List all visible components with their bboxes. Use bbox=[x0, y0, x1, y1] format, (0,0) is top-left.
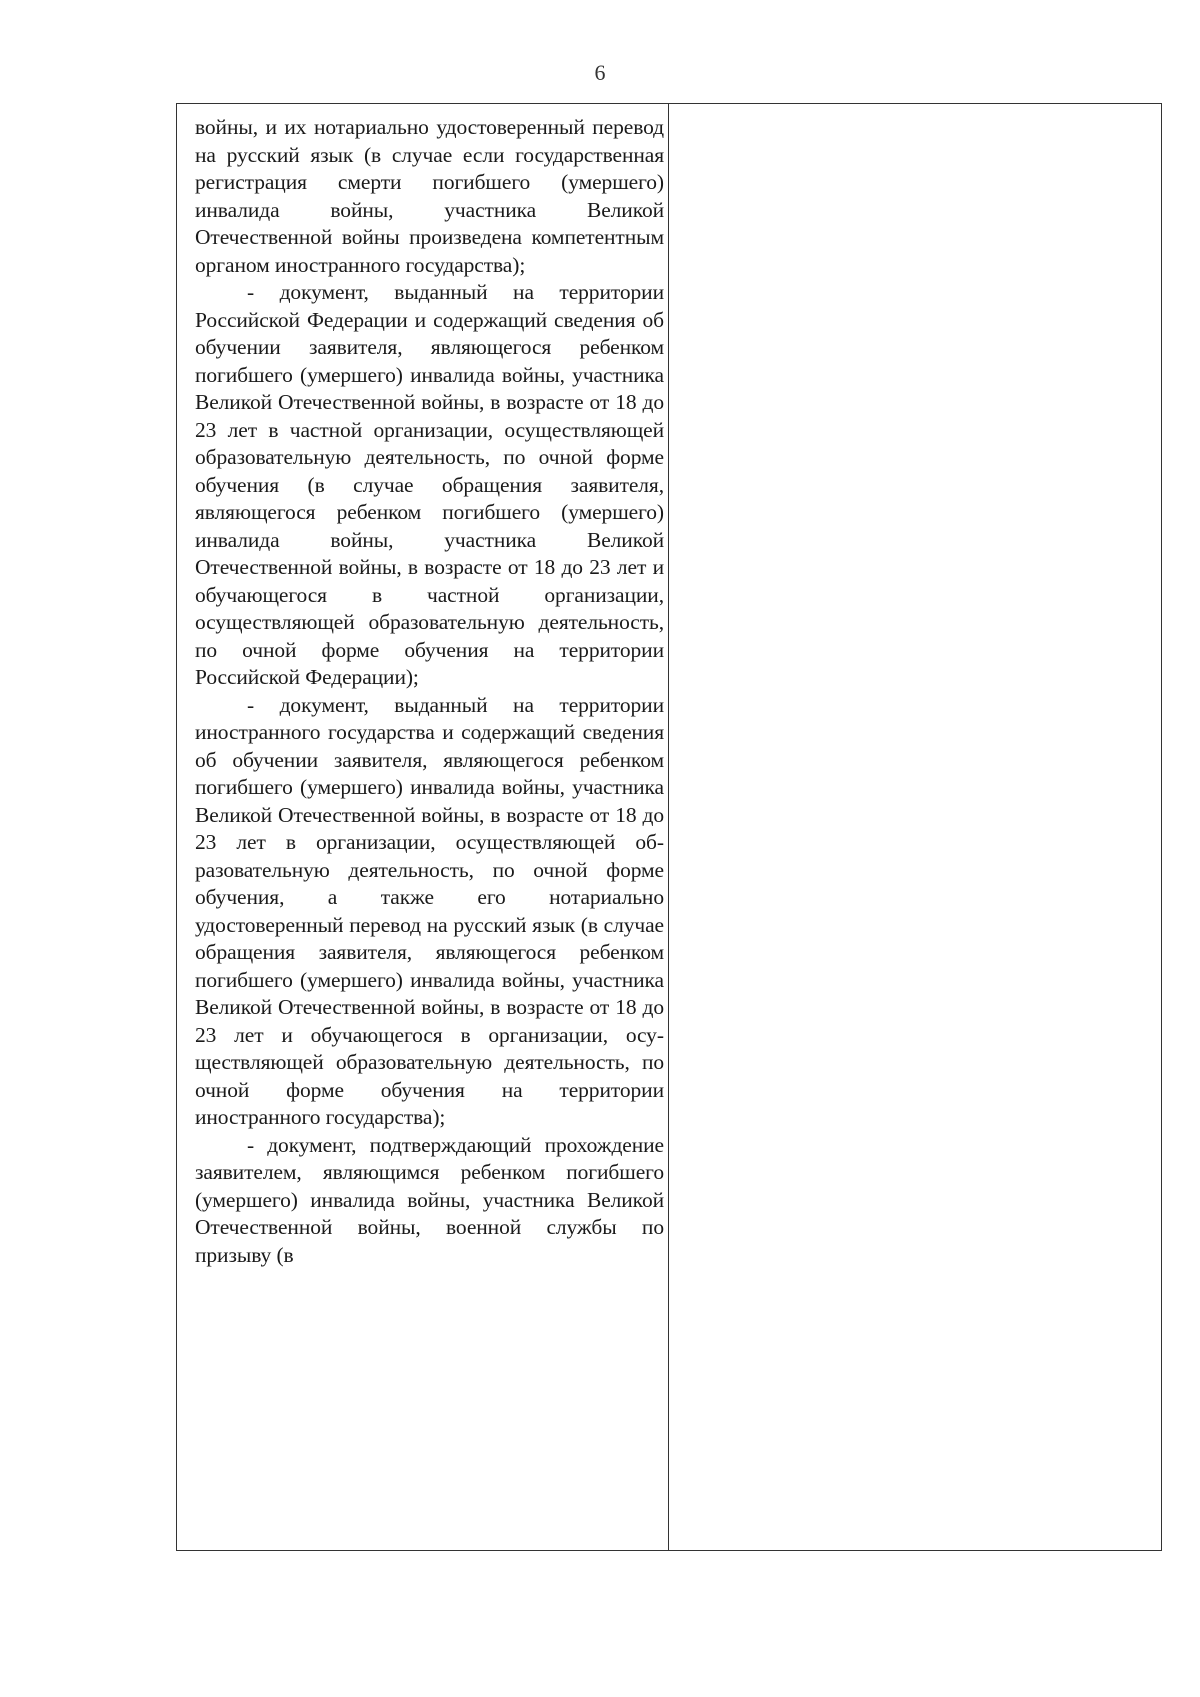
paragraph-document-foreign-education: - документ, выданный на территории иностранного государства и содержащий сведения об обучении заявителя, являющегося ребенком погибшего (умершего) инвалида войны, участника Великой Отечественной войны, в возрасте от 18 до 23 лет в организации, осуществляющей образовательную деятельность, по очной форме обучения, а также его нотариально удостоверенный перевод на русский язык (в случае обращения заявителя, являющегося ребенком погибшего (умершего) инвалида войны, участника Великой Отечественной войны, в возрасте от 18 до 23 лет и обучающегося в организации, осуществляющей образовательную деятельность, по очной форме обучения на территории иностранного государства); bbox=[195, 692, 664, 1129]
table-left-column bbox=[177, 104, 669, 1550]
paragraph-continuation: войны, и их нотариально удостоверенный перевод на русский язык (в случае если государственная регистрация смерти погибшего (умершего) инвалида войны, участника Великой Отечественной войны произведена компетентным органом иностранного государства); bbox=[195, 115, 664, 277]
page-number: 6 bbox=[594, 60, 606, 85]
table-right-column bbox=[669, 104, 1161, 1550]
paragraph-document-rf-education: - документ, выданный на территории Российской Федерации и содержащий сведения об обучении заявителя, являющегося ребенком погибшего (умершего) инвалида войны, участника Великой Отечественной войны, в возрасте от 18 до 23 лет в частной организации, осуществляющей образовательную деятельность, по очной форме обучения (в случае обращения заявителя, являющегося ребенком погибшего (умершего) инвалида войны, участника Великой Отечественной войны, в возрасте от 18 до 23 лет и обучающегося в частной организации, осуществляющей образовательную деятельность, по очной форме обучения на территории Российской Федерации); bbox=[195, 280, 664, 689]
document-table bbox=[176, 103, 1162, 1551]
paragraph-document-military-service: - документ, подтверждающий прохождение заявителем, являющимся ребенком погибшего (умершего) инвалида войны, участника Великой Отечественной войны, военной службы по призыву (в bbox=[195, 1132, 664, 1267]
